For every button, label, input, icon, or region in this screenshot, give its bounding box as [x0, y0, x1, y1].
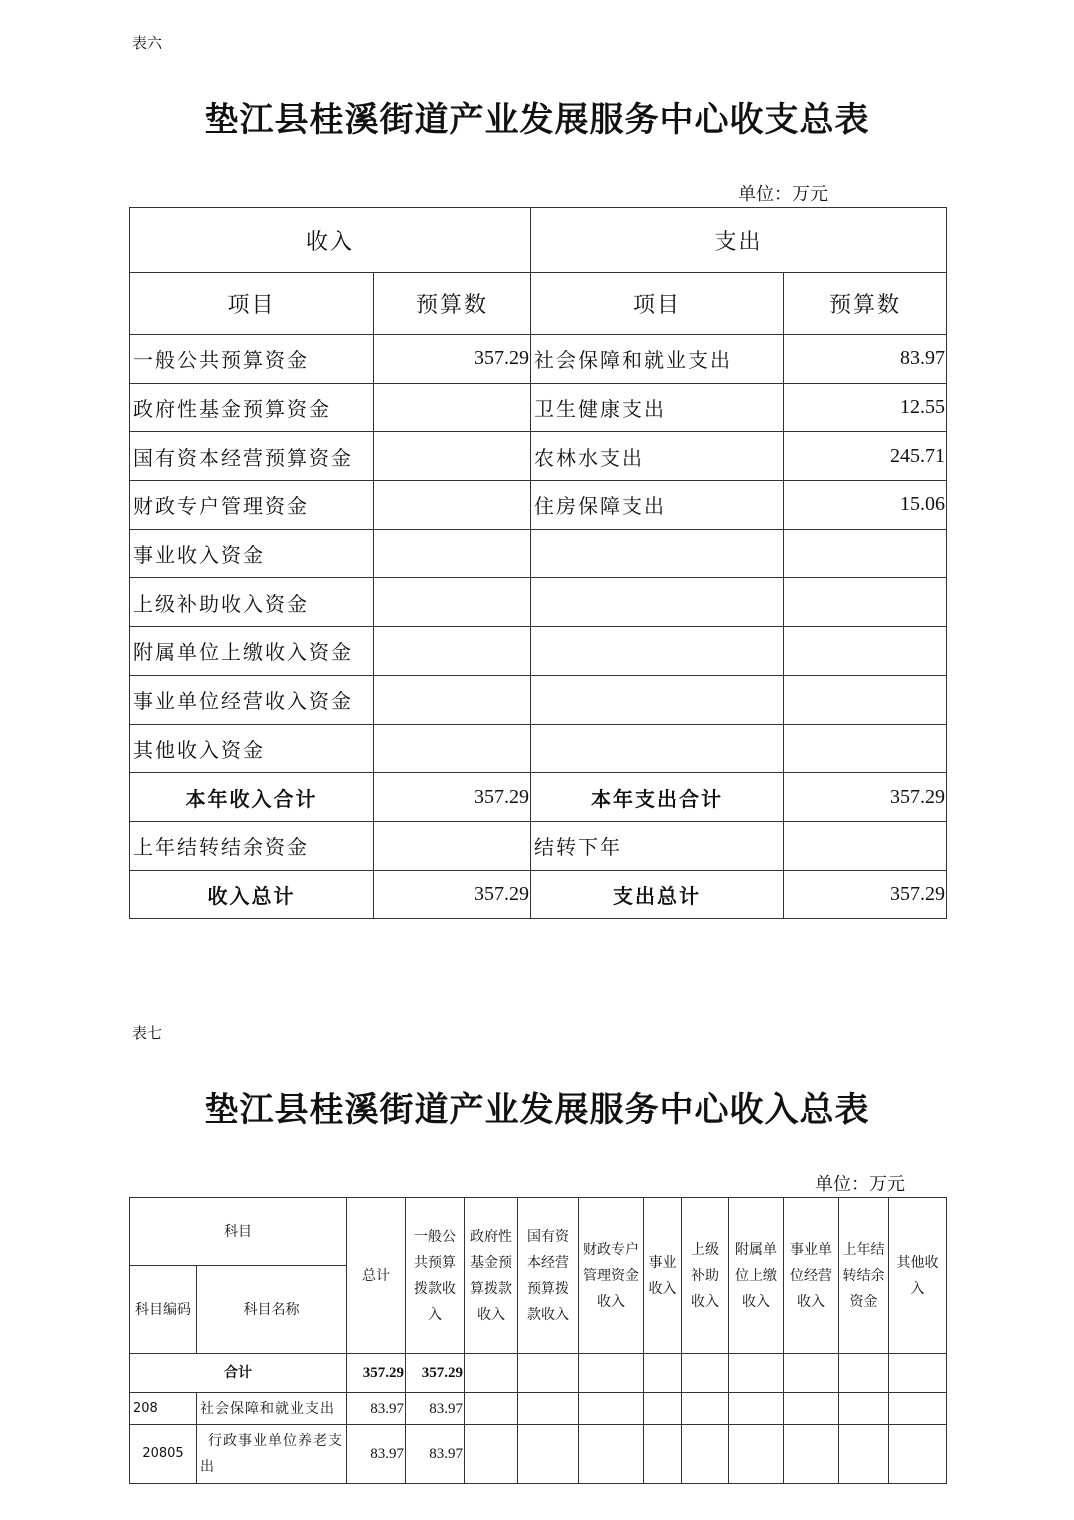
income-item: 上年结转结余资金 — [130, 821, 374, 870]
row-value — [465, 1425, 518, 1484]
expense-item — [531, 675, 784, 724]
col-item: 项目 — [531, 273, 784, 335]
table-row — [130, 481, 947, 530]
income-budget — [374, 675, 531, 724]
income-budget — [374, 821, 531, 870]
expense-header: 支出 — [531, 208, 947, 273]
row-value — [839, 1393, 889, 1425]
col-header-4: 财政专户管理资金收入 — [579, 1198, 644, 1354]
total-value: 357.29 — [406, 1354, 465, 1393]
col-header-9: 上年结转结余资金 — [839, 1198, 889, 1354]
row-value — [784, 1393, 839, 1425]
row-value — [579, 1393, 644, 1425]
income-budget: 357.29 — [374, 335, 531, 384]
income-item: 财政专户管理资金 — [130, 481, 374, 530]
row-value — [729, 1425, 784, 1484]
row-value — [784, 1425, 839, 1484]
total-value — [682, 1354, 729, 1393]
col-header-8: 事业单位经营收入 — [784, 1198, 839, 1354]
expense-budget — [784, 529, 947, 578]
subject-code: 208 — [130, 1393, 197, 1425]
expense-budget: 357.29 — [784, 870, 947, 919]
expense-budget: 15.06 — [784, 481, 947, 530]
income-item: 其他收入资金 — [130, 724, 374, 773]
table7-unit: 单位：万元 — [815, 1174, 905, 1195]
income-budget — [374, 724, 531, 773]
row-value — [644, 1425, 682, 1484]
income-item: 上级补助收入资金 — [130, 578, 374, 627]
table-row — [130, 724, 947, 773]
income-item: 政府性基金预算资金 — [130, 383, 374, 432]
col-header-1: 一般公共预算拨款收入 — [406, 1198, 465, 1354]
table-row — [130, 383, 947, 432]
subject-name: 社会保障和就业支出 — [197, 1393, 347, 1425]
total-value — [839, 1354, 889, 1393]
table-row — [130, 773, 947, 822]
row-value — [644, 1393, 682, 1425]
total-row — [130, 1354, 947, 1393]
expense-item: 住房保障支出 — [531, 481, 784, 530]
col-header-3: 国有资本经营预算拨款收入 — [518, 1198, 579, 1354]
table-row — [130, 675, 947, 724]
col-header-10: 其他收入 — [889, 1198, 947, 1354]
total-value — [579, 1354, 644, 1393]
income-budget — [374, 627, 531, 676]
expense-item — [531, 627, 784, 676]
expense-budget: 245.71 — [784, 432, 947, 481]
expense-budget — [784, 675, 947, 724]
code-header: 科目编码 — [130, 1266, 197, 1354]
expense-item — [531, 578, 784, 627]
col-header-2: 政府性基金预算拨款收入 — [465, 1198, 518, 1354]
table-row — [130, 432, 947, 481]
total-value — [465, 1354, 518, 1393]
table-row — [130, 1393, 947, 1425]
row-value: 83.97 — [406, 1393, 465, 1425]
income-item: 附属单位上缴收入资金 — [130, 627, 374, 676]
expense-budget: 83.97 — [784, 335, 947, 384]
income-item: 一般公共预算资金 — [130, 335, 374, 384]
total-value: 357.29 — [347, 1354, 406, 1393]
expense-budget — [784, 627, 947, 676]
expense-item — [531, 529, 784, 578]
expense-item: 农林水支出 — [531, 432, 784, 481]
row-value — [682, 1393, 729, 1425]
row-value — [465, 1393, 518, 1425]
table-row — [130, 627, 947, 676]
row-value — [889, 1393, 947, 1425]
total-value — [889, 1354, 947, 1393]
income-budget: 357.29 — [374, 870, 531, 919]
income-item: 事业收入资金 — [130, 529, 374, 578]
table6-label: 表六 — [132, 34, 163, 52]
table6-unit: 单位：万元 — [738, 184, 828, 205]
expense-budget — [784, 724, 947, 773]
row-value — [682, 1425, 729, 1484]
table7-title: 垫江县桂溪街道产业发展服务中心收入总表 — [204, 1090, 870, 1130]
income-item: 事业单位经营收入资金 — [130, 675, 374, 724]
row-value — [518, 1425, 579, 1484]
table-row — [130, 335, 947, 384]
row-value — [839, 1425, 889, 1484]
col-header-6: 上级补助收入 — [682, 1198, 729, 1354]
income-budget — [374, 432, 531, 481]
col-header-0: 总计 — [347, 1198, 406, 1354]
row-value: 83.97 — [347, 1393, 406, 1425]
income-item: 本年收入合计 — [130, 773, 374, 822]
income-budget — [374, 383, 531, 432]
col-budget: 预算数 — [374, 273, 531, 335]
income-budget — [374, 529, 531, 578]
table-row — [130, 821, 947, 870]
col-header-7: 附属单位上缴收入 — [729, 1198, 784, 1354]
expense-item: 卫生健康支出 — [531, 383, 784, 432]
expense-item: 本年支出合计 — [531, 773, 784, 822]
table6-title: 垫江县桂溪街道产业发展服务中心收支总表 — [204, 100, 870, 140]
col-item: 项目 — [130, 273, 374, 335]
expense-item: 结转下年 — [531, 821, 784, 870]
col-budget: 预算数 — [784, 273, 947, 335]
total-value — [518, 1354, 579, 1393]
row-value — [518, 1393, 579, 1425]
expense-budget — [784, 821, 947, 870]
expense-budget: 357.29 — [784, 773, 947, 822]
total-label: 合计 — [130, 1354, 347, 1393]
expense-item — [531, 724, 784, 773]
row-value — [889, 1425, 947, 1484]
table7-label: 表七 — [132, 1024, 163, 1042]
table-row — [130, 870, 947, 919]
row-value: 83.97 — [347, 1425, 406, 1484]
row-value — [729, 1393, 784, 1425]
subject-code: 20805 — [130, 1425, 197, 1484]
expense-item: 社会保障和就业支出 — [531, 335, 784, 384]
income-item: 收入总计 — [130, 870, 374, 919]
total-value — [644, 1354, 682, 1393]
income-budget: 357.29 — [374, 773, 531, 822]
income-header: 收入 — [130, 208, 531, 273]
subject-name: 行政事业单位养老支出 — [197, 1425, 347, 1484]
expense-item: 支出总计 — [531, 870, 784, 919]
subject-header: 科目 — [130, 1198, 347, 1266]
total-value — [784, 1354, 839, 1393]
income-summary-table — [129, 1197, 947, 1484]
name-header: 科目名称 — [197, 1266, 347, 1354]
col-header-5: 事业收入 — [644, 1198, 682, 1354]
table-row — [130, 529, 947, 578]
income-budget — [374, 481, 531, 530]
income-expense-summary-table — [129, 207, 947, 919]
row-value — [579, 1425, 644, 1484]
expense-budget: 12.55 — [784, 383, 947, 432]
table-row — [130, 578, 947, 627]
expense-budget — [784, 578, 947, 627]
row-value: 83.97 — [406, 1425, 465, 1484]
table-row — [130, 1425, 947, 1484]
total-value — [729, 1354, 784, 1393]
income-budget — [374, 578, 531, 627]
income-item: 国有资本经营预算资金 — [130, 432, 374, 481]
